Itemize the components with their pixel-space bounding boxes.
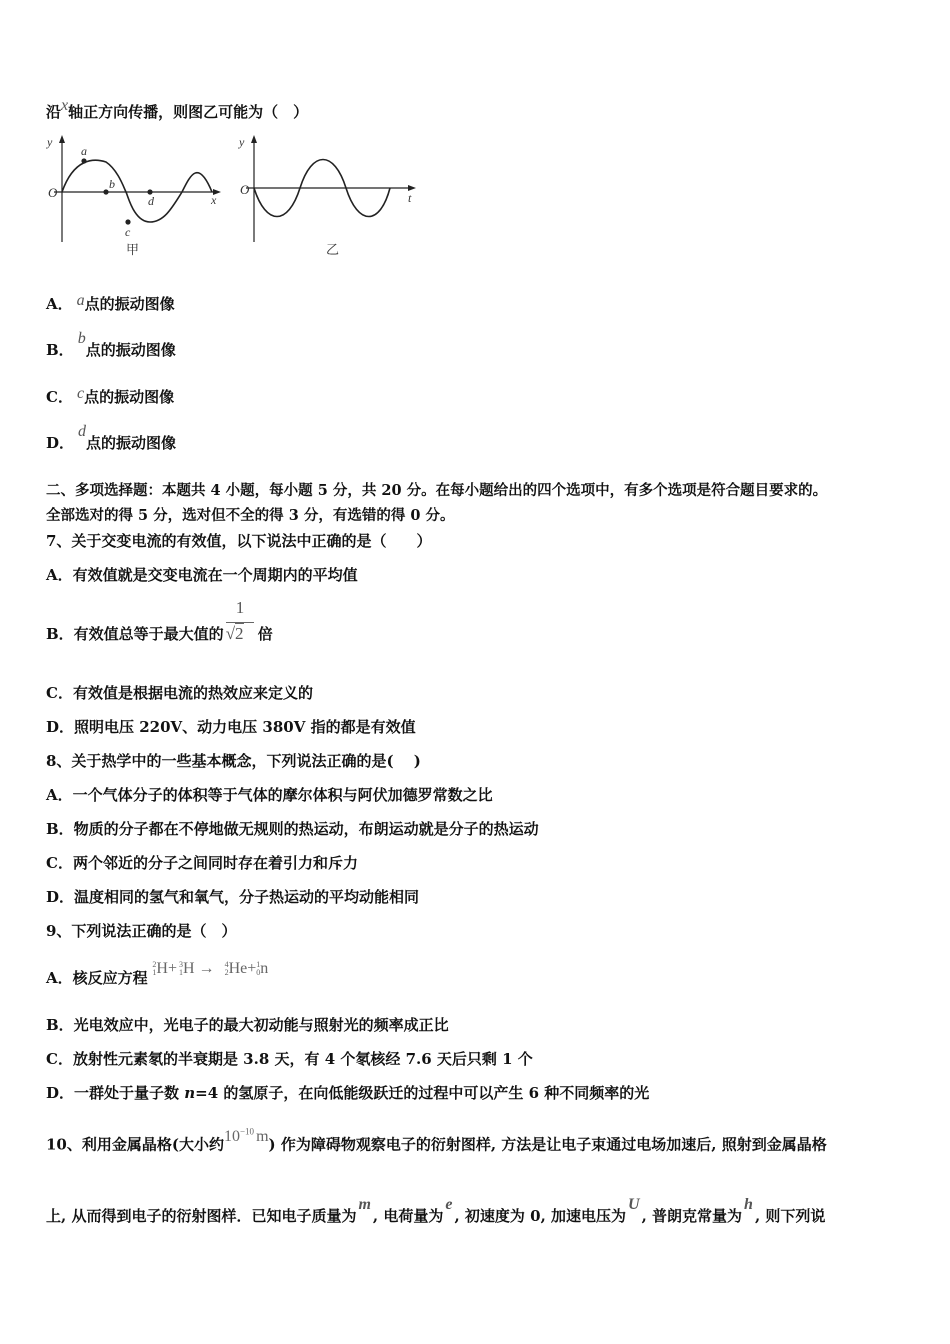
q9-option-b: B．光电效应中，光电子的最大初动能与照射光的频率成正比: [46, 1016, 449, 1034]
q8-option-c: C．两个邻近的分子之间同时存在着引力和斥力: [46, 854, 358, 872]
q7-stem: 7、关于交变电流的有效值，以下说法中正确的是（ ）: [46, 532, 432, 550]
label-c: c: [125, 225, 131, 239]
wave-graph-jia: [44, 130, 224, 260]
var-d: d: [78, 423, 87, 440]
label-a: a: [81, 144, 87, 158]
section2-line1: 二、多项选择题：本题共 4 小题，每小题 5 分，共 20 分。在每小题给出的四个选项中，有多个选项是符合题目要求的。: [46, 482, 828, 499]
var-m: m: [358, 1196, 371, 1213]
jia-caption: 甲: [126, 242, 140, 257]
yi-y-label: y: [239, 135, 245, 149]
fraction-1-over-sqrt2: [225, 598, 256, 644]
fraction-numerator: 1: [235, 598, 245, 617]
q8-option-a: A．一个气体分子的体积等于气体的摩尔体积与阿伏加德罗常数之比: [46, 786, 493, 804]
q9-stem: 9、下列说法正确的是（ ）: [46, 922, 237, 940]
var-x: x: [61, 97, 69, 114]
point-a: [81, 158, 86, 163]
label-b: b: [109, 177, 115, 191]
lattice-size: $10^{-10}$ m: [223, 1127, 269, 1146]
q9-option-a: A．核反应方程 2 1H+ 3 1H → 4 2He+1 0n: [46, 960, 269, 987]
label-d: d: [148, 194, 154, 208]
q6-option-c: C． c点的振动图像: [46, 385, 175, 406]
yi-origin-label: O: [240, 182, 250, 197]
q10-line1: 10、利用金属晶格(大小约$10^{-10}$ m) 作为障碍物观察电子的衍射图样, 方法是让电子束通过电场加速后, 照射到金属晶格: [46, 1127, 827, 1154]
q6-option-b: B．b点的振动图像: [46, 330, 176, 359]
q6-option-d: D．d点的振动图像: [46, 423, 177, 452]
var-a: a: [76, 292, 85, 309]
q7-option-c: C．有效值是根据电流的热效应来定义的: [46, 684, 313, 702]
yi-t-label: t: [408, 191, 412, 205]
yi-caption: 乙: [326, 242, 340, 257]
q9-option-d: D．一群处于量子数 n=4 的氢原子，在向低能级跃迁的过程中可以产生 6 种不同频率的光: [46, 1084, 650, 1102]
jia-y-label: y: [47, 135, 53, 149]
q7-option-d: D．照明电压 220V、动力电压 380V 指的都是有效值: [46, 718, 416, 736]
var-U: U: [628, 1196, 640, 1213]
section2-line2: 全部选对的得 5 分，选对但不全的得 3 分，有选错的得 0 分。: [46, 507, 455, 524]
q8-stem: 8、关于热学中的一些基本概念，下列说法正确的是( ): [46, 752, 421, 770]
q8-option-b: B．物质的分子都在不停地做无规则的热运动，布朗运动就是分子的热运动: [46, 820, 539, 838]
q8-option-d: D．温度相同的氢气和氧气，分子热运动的平均动能相同: [46, 888, 420, 906]
q10-line2: 上, 从而得到电子的衍射图样．已知电子质量为m, 电荷量为e, 初速度为 0, 加速电压为U, 普朗克常量为h, 则下列说: [46, 1196, 826, 1225]
jia-wave-curve: [62, 160, 212, 222]
wave-graph-yi: [238, 130, 428, 260]
point-c: [125, 219, 130, 224]
sqrt-2: √2: [225, 624, 244, 643]
q9-option-c: C．放射性元素氡的半衰期是 3.8 天，有 4 个氡核经 7.6 天后只剩 1 个: [46, 1050, 533, 1068]
jia-origin-label: O: [48, 185, 58, 200]
point-b: [103, 189, 108, 194]
jia-x-label: x: [211, 193, 217, 207]
var-b: b: [77, 330, 86, 347]
var-c: c: [76, 385, 85, 402]
q7-option-b: B．有效值总等于最大值的 $\frac{1}{√2}$ 倍: [46, 598, 273, 643]
var-e: e: [445, 1196, 453, 1213]
q6-stem-tail: 沿x轴正方向传播，则图乙可能为（ ）: [46, 97, 309, 121]
nuclear-equation: 2 1H+ 3 1H → 4 2He+1 0n: [152, 960, 269, 978]
q6-option-a: A． a点的振动图像: [46, 292, 175, 313]
q7-option-a: A．有效值就是交变电流在一个周期内的平均值: [46, 566, 358, 584]
var-h: h: [744, 1196, 753, 1213]
